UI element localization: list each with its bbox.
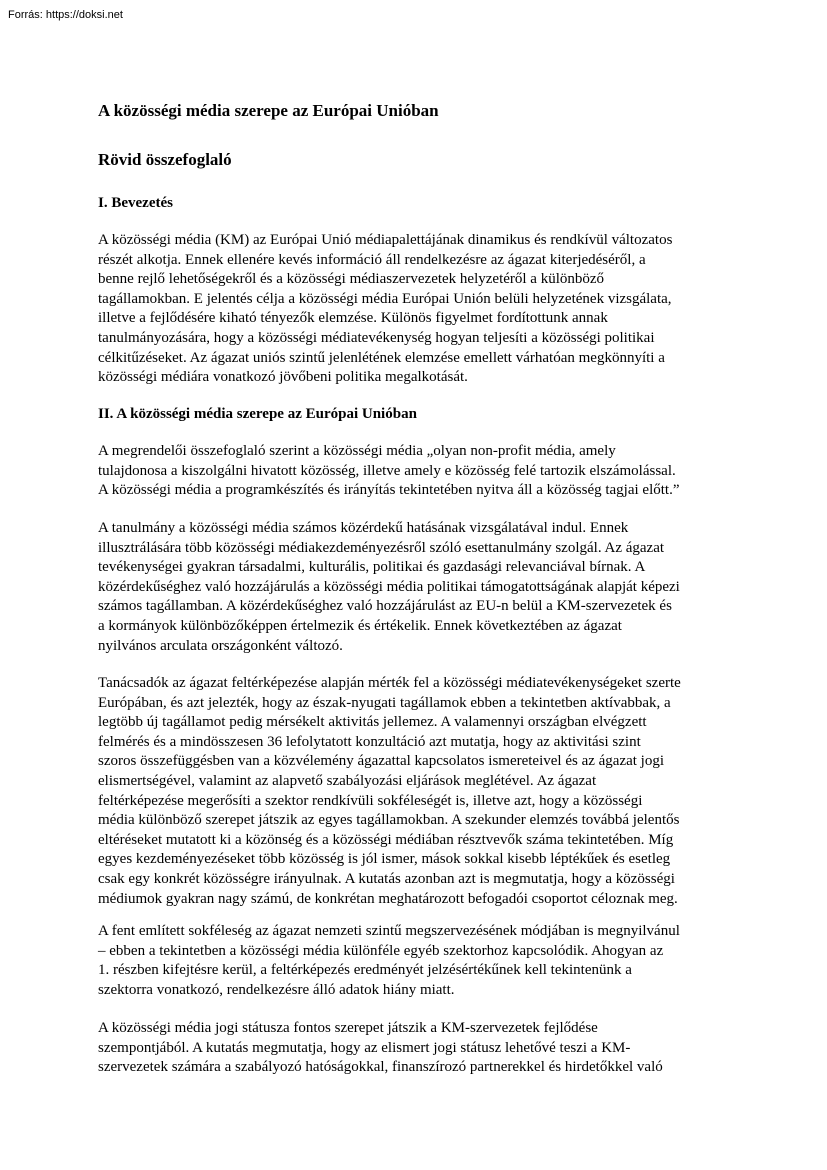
text-line: tevékenységei gyakran társadalmi, kulturális, politikai és gazdasági relevanciával bírnak. A — [98, 559, 646, 576]
paragraph-definition — [98, 442, 758, 501]
paragraph-legal-status — [98, 1019, 758, 1078]
document-subtitle: Rövid összefoglaló — [98, 150, 232, 169]
text-line: nyilvános arculata országonként változó. — [98, 637, 343, 654]
text-line: legtöbb új tagállamot pedig mérsékelt aktivitás jellemez. A valamennyi országban elvégzett — [98, 714, 647, 731]
text-line: egyes kezdeményezéseket több közösség is jól ismer, mások sokkal kisebb léptékűek és esetleg — [98, 851, 671, 868]
text-line: csak egy konkrét közösségre irányulnak. A kutatás azonban azt is megmutatja, hogy a közösségi — [98, 870, 675, 887]
section-heading-introduction: I. Bevezetés — [98, 195, 173, 211]
text-line: tagállamokban. E jelentés célja a közösségi média Európai Unión belüli helyzetének vizsgálata, — [98, 290, 672, 307]
text-line: feltérképezése megerősíti a szektor rendkívüli sokféleségét is, illetve azt, hogy a közösségi — [98, 792, 643, 809]
text-line: részét alkotja. Ennek ellenére kevés információ áll rendelkezésre az ágazat kiterjedéséről, a — [98, 251, 646, 268]
text-line: Tanácsadók az ágazat feltérképezése alapján mérték fel a közösségi médiatevékenységeket szerte — [98, 675, 681, 691]
document-title: A közösségi média szerepe az Európai Unióban — [98, 101, 439, 120]
text-line: A fent említett sokféleség az ágazat nemzeti szintű megszervezésének módjában is megnyilvánul — [98, 923, 680, 939]
text-line: elismertségével, valamint az alapvető szabályozási eljárások meglétével. Az ágazat — [98, 772, 597, 789]
text-line: felmérés és a mindösszesen 36 lefolytatott konzultáció azt mutatja, hogy az aktivitási szint — [98, 733, 641, 750]
text-line: szektorra vonatkozó, rendelkezésre álló adatok hiány miatt. — [98, 981, 455, 998]
text-line: A közösségi média a programkészítés és irányítás tekintetében nyitva áll a közösség tagjai előtt.” — [98, 482, 680, 499]
text-line: tulajdonosa a kiszolgálni hivatott közösség, illetve amely e közösség felé tartozik elszámolással. — [98, 462, 676, 479]
text-line: A tanulmány a közösségi média számos közérdekű hatásának vizsgálatával indul. Ennek — [98, 520, 629, 536]
text-line: közösségi médiára vonatkozó jövőbeni politika megalkotását. — [98, 369, 468, 386]
text-line: célkitűzéseket. Az ágazat uniós szintű jelenlétének elemzése emellett várhatóan megkönnyíti a — [98, 349, 665, 366]
section-heading-role: II. A közösségi média szerepe az Európai Unióban — [98, 406, 417, 422]
text-line: a kormányok különbözőképpen értelmezik és értékelik. Ennek következtében az ágazat — [98, 617, 622, 634]
paragraph-public-interest — [98, 519, 758, 656]
text-line: szoros összefüggésben van a közvélemény ágazattal kapcsolatos ismereteivel és az ágazat jogi — [98, 753, 665, 770]
text-line: szempontjából. A kutatás megmutatja, hogy az elismert jogi státusz lehetővé teszi a KM- — [98, 1039, 631, 1056]
text-line: benne rejlő lehetőségekről és a közösségi médiaszervezetek helyzetéről a különböző — [98, 271, 605, 288]
text-line: A megrendelői összefoglaló szerint a közösségi média „olyan non-profit média, amely — [98, 443, 616, 459]
text-line: A közösségi média (KM) az Európai Unió médiapalettájának dinamikus és rendkívül változatos — [98, 232, 673, 248]
text-line: tanulmányozására, hogy a közösségi médiatevékenység hogyan teljesíti a közösségi politikai — [98, 329, 655, 346]
text-line: szervezetek számára a szabályozó hatóságokkal, finanszírozó partnerekkel és hirdetőkkel való — [98, 1059, 663, 1076]
text-line: – ebben a tekintetben a közösségi média különféle egyéb szektorhoz kapcsolódik. Ahogyan az — [98, 942, 664, 959]
text-line: illetve a fejlődésére kiható tényezők elemzése. Különös figyelmet fordítottunk annak — [98, 310, 608, 327]
text-line: média különböző szerepet játszik az egyes tagállamokban. A szekunder elemzés továbbá jelentős — [98, 812, 680, 829]
text-line: közérdekűséghez való hozzájárulás a közösségi média politikai támogatottságának alapját képezi — [98, 578, 680, 595]
paragraph-diversity — [98, 922, 758, 1000]
text-line: Európában, és azt jelezték, hogy az észak-nyugati tagállamok ebben a tekintetben aktívabbak, a — [98, 694, 671, 711]
text-line: A közösségi média jogi státusza fontos szerepet játszik a KM-szervezetek fejlődése — [98, 1020, 598, 1036]
text-line: médiumok gyakran nagy számú, de konkrétan meghatározott befogadói csoportot céloznak meg. — [98, 890, 678, 907]
text-line: számos tagállamban. A közérdekűséghez való hozzájárulást az EU-n belül a KM-szervezetek és — [98, 598, 672, 615]
text-line: eltéréseket mutatott ki a közönség és a közösségi médiában résztvevők száma tekintetében. Míg — [98, 831, 674, 848]
text-line: 1. részben kifejtésre kerül, a feltérképezés eredményét jelzésértékűnek kell tekintenünk a — [98, 962, 632, 979]
source-note: Forrás: https://doksi.net — [8, 9, 123, 21]
paragraph-introduction — [98, 231, 758, 388]
text-line: illusztrálására több közösségi médiakezdeményezésről szóló esettanulmány szolgál. Az ágazat — [98, 539, 665, 556]
paragraph-mapping — [98, 674, 758, 909]
